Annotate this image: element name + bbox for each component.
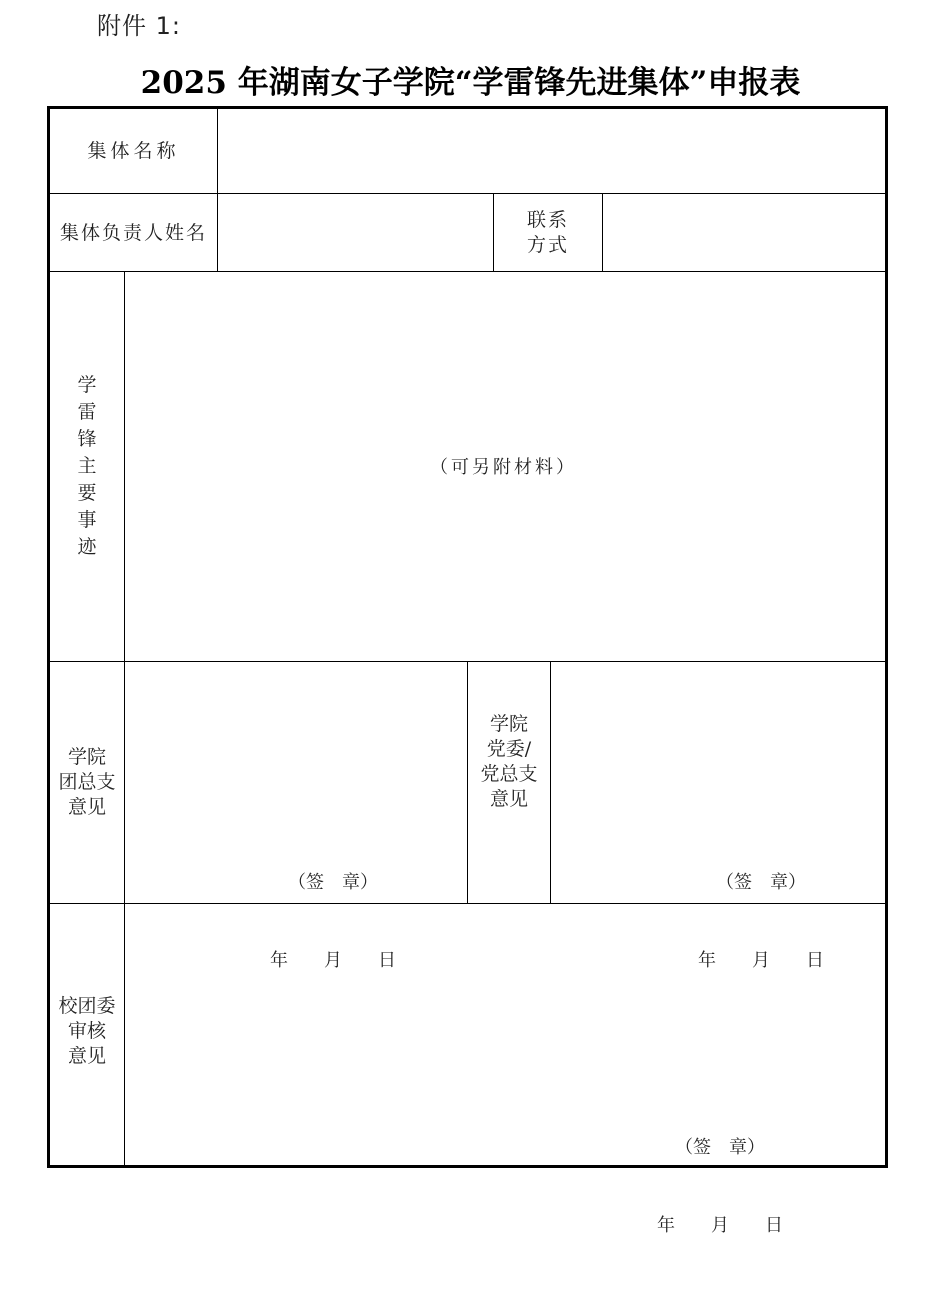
deeds-label-char: 锋: [77, 428, 97, 450]
contact-label: [494, 194, 602, 271]
contact-label-line: 方式: [526, 233, 569, 256]
application-form-table: [47, 106, 888, 1236]
deeds-label: [50, 272, 124, 661]
party-opinion-label: [468, 662, 550, 862]
deeds-label-char: 要: [77, 482, 97, 504]
seal-text: （签 章）: [716, 872, 806, 893]
attachment-label: 附件 1:: [97, 12, 181, 40]
page-title: 2025 年湖南女子学院“学雷锋先进集体”申报表: [140, 65, 801, 101]
seal-text: （签 章）: [288, 872, 378, 893]
contact-field[interactable]: [603, 194, 885, 271]
school-league-opinion-label: [50, 904, 124, 1159]
leader-name-label-text: 集体负责人姓名: [59, 221, 207, 244]
date-text: 年 月 日: [270, 950, 396, 971]
label-line: 审核: [67, 1020, 106, 1042]
label-line: 党总支: [480, 763, 538, 785]
deeds-label-char: 主: [77, 455, 97, 477]
collective-name-label: [50, 109, 217, 193]
label-line: 校团委: [58, 995, 116, 1017]
seal-text: （签 章）: [675, 1137, 765, 1158]
label-line: 党委/: [486, 738, 532, 760]
label-line: 意见: [67, 1045, 106, 1067]
league-branch-opinion-label: [50, 662, 124, 903]
label-line: 团总支: [58, 771, 116, 793]
label-line: 意见: [489, 788, 528, 810]
label-line: 学院: [489, 713, 528, 735]
deeds-label-char: 事: [77, 509, 97, 531]
date-text: 年 月 日: [657, 1215, 783, 1236]
collective-name-field[interactable]: [218, 109, 885, 193]
deeds-label-char: 学: [77, 374, 97, 396]
contact-label-line: 联系: [526, 208, 569, 231]
deeds-label-char: 雷: [77, 401, 97, 423]
label-line: 意见: [67, 796, 106, 818]
leader-name-label: [50, 194, 217, 271]
date-text: 年 月 日: [698, 950, 824, 971]
school-league-signature: [657, 1083, 783, 1291]
deeds-label-char: 迹: [77, 536, 97, 558]
leader-name-field[interactable]: [218, 194, 493, 271]
deeds-note: （可另附材料）: [430, 457, 577, 478]
collective-name-label-text: 集体名称: [87, 140, 180, 162]
label-line: 学院: [67, 746, 106, 768]
